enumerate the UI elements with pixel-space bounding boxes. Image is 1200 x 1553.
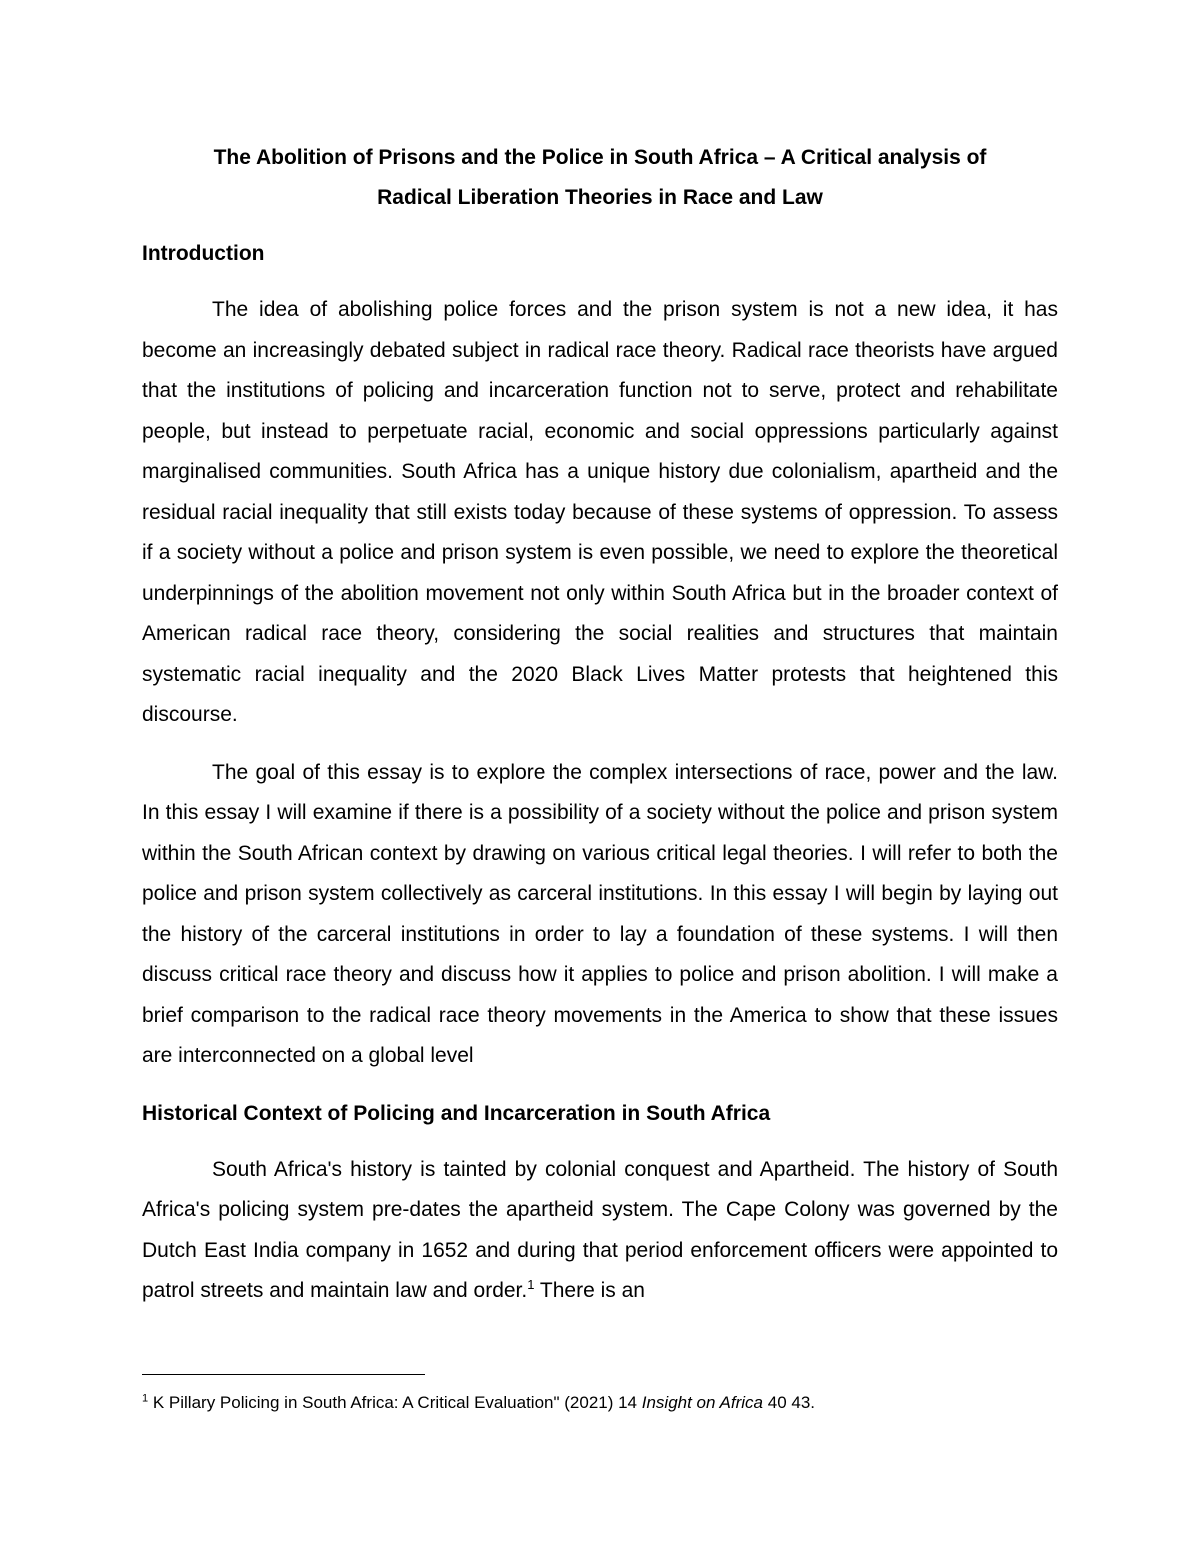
section-heading-introduction: Introduction xyxy=(142,242,265,265)
section-heading-historical-context: Historical Context of Policing and Incarceration in South Africa xyxy=(142,1101,771,1125)
document-title-line-1: The Abolition of Prisons and the Police in South Africa – A Critical analysis of xyxy=(213,146,987,169)
footnote-text: K Pillary Policing in South Africa: A Critical Evaluation" (2021) 14 xyxy=(148,1393,642,1412)
introduction-paragraph-2: The goal of this essay is to explore the complex intersections of race, power and the law. In this essay I will examine if there is a possibility of a society without the police and prison system within the South African context by drawing on various critical legal theories. I will refer to both the police and prison system collectively as carceral institutions. In this essay I will begin by laying out the history of the carceral institutions in order to lay a foundation of these systems. I will then discuss critical race theory and discuss how it applies to police and prison abolition. I will make a brief comparison to the radical race theory movements in the America to show that these issues are interconnected on a global level xyxy=(142,760,1058,1067)
footnote-separator xyxy=(142,1374,425,1375)
footnote-pages: 40 43. xyxy=(763,1393,816,1412)
historical-context-text-continued: There is an xyxy=(534,1279,645,1302)
footnote-reference-marker[interactable]: 1 xyxy=(527,1277,535,1292)
footnote-journal-title: Insight on Africa xyxy=(641,1393,764,1412)
footnote-marker: 1 xyxy=(142,1392,149,1405)
introduction-paragraph-1: The idea of abolishing police forces and the prison system is not a new idea, it has become an increasingly debated subject in radical race theory. Radical race theorists have argued that the institutions of policing and incarceration function not to serve, protect and rehabilitate people, but instead to perpetuate racial, economic and social oppressions particularly against marginalised communities. South Africa has a unique history due colonialism, apartheid and the residual racial inequality that still exists today because of these systems of oppression. To assess if a society without a police and prison system is even possible, we need to explore the theoretical underpinnings of the abolition movement not only within South Africa but in the broader context of American radical race theory, considering the social realities and structures that maintain systematic racial inequality and the 2020 Black Lives Matter protests that heightened this discourse. xyxy=(142,298,1058,726)
historical-context-text: South Africa's history is tainted by colonial conquest and Apartheid. The history of South Africa's policing system pre-dates the apartheid system. The Cape Colony was governed by the Dutch East India company in 1652 and during that period enforcement officers were appointed to patrol streets and maintain law and order. xyxy=(142,1157,1058,1302)
footnote xyxy=(142,1392,1058,1414)
historical-context-paragraph xyxy=(142,1150,1058,1312)
document-title-line-2: Radical Liberation Theories in Race and Law xyxy=(377,186,823,209)
document-body xyxy=(142,138,1058,1312)
